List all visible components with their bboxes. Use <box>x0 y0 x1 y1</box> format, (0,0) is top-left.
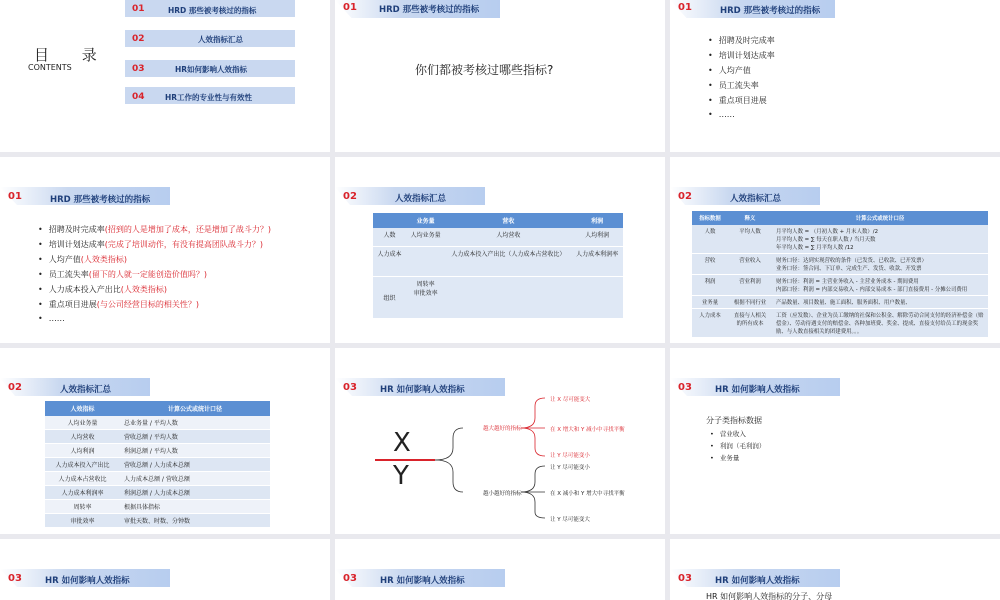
definitions-table <box>692 211 988 338</box>
toc-item-num: 01 <box>132 4 145 14</box>
slide-definitions[interactable] <box>670 157 1000 343</box>
bullet-item: • …… <box>38 314 65 323</box>
table-header: 指标数据 <box>692 211 728 225</box>
slide-question[interactable] <box>335 0 665 152</box>
fraction-denominator: Y <box>393 461 409 491</box>
section-title: HR 如何影响人效指标 <box>715 385 800 395</box>
section-number: 02 <box>8 382 22 393</box>
tree-lower-leaf: 让 Y 尽可能变小 <box>550 465 590 471</box>
table-row: 利润 营业利润 财务口径：利润 = 主营业务收入 - 主营业务成本 - 期间费用 内部口径：利润 = 内部交易收入 - 内部交易成本 - 部门直接费用 - 分摊公司费用 <box>692 275 988 296</box>
section-number: 02 <box>343 191 357 202</box>
tree-upper-label: 越大越好的指标 <box>483 426 522 432</box>
table-header: 利润 <box>571 213 623 228</box>
table-row: 人均营收 营收总额 / 平均人数 <box>45 430 270 444</box>
table-header: 业务量 <box>406 213 445 228</box>
table-header: 释义 <box>728 211 772 225</box>
table-row: 人力成本投入产出比 营收总额 / 人力成本总额 <box>45 458 270 472</box>
section-number: 03 <box>343 573 357 584</box>
section-title: HRD 那些被考核过的指标 <box>720 6 821 16</box>
section-title: HRD 那些被考核过的指标 <box>50 195 151 205</box>
tree-connectors <box>335 348 665 534</box>
slide-row4-a[interactable] <box>0 539 330 600</box>
bullet-item: • 培训计划达成率 <box>708 50 775 61</box>
section-number: 03 <box>678 573 692 584</box>
section-title: HR 如何影响人效指标 <box>45 576 130 586</box>
bullet-item: • 重点项目进展(与公司经营目标的相关性？) <box>38 299 199 310</box>
table-header: 人效指标 <box>45 401 120 416</box>
toc-item-num: 03 <box>132 64 145 74</box>
toc-title: 目 录 <box>34 46 111 64</box>
toc-item-num: 04 <box>132 92 145 102</box>
table-row: 人力成本 直接与人相关的所有成本 工资（应发数）、企业为员工缴纳的社保和公积金、解除劳动合同支付的经济补偿金（赔偿金）、劳动待遇支付的赔偿金、各种加班费、奖金、提成、直接支付给员工的现金奖励、与人数直接相关的团建费用。。。 <box>692 309 988 338</box>
toc-item-label[interactable]: HR工作的专业性与有效性 <box>165 93 253 102</box>
bullet-item: • 利润（毛利润） <box>710 441 765 450</box>
table-row: 人力成本占营收比 人力成本总额 / 营收总额 <box>45 472 270 486</box>
section-title: HR 如何影响人效指标 <box>380 385 465 395</box>
bullet-item: • 营业收入 <box>710 429 746 438</box>
slide-metrics-annotated[interactable] <box>0 157 330 343</box>
section-title: HR 如何影响人效指标 <box>715 576 800 586</box>
section-title: 人效指标汇总 <box>730 194 782 204</box>
section-number: 01 <box>678 2 692 13</box>
tree-lower-leaf: 在 X 减小和 Y 增大中寻找平衡 <box>550 491 625 497</box>
tree-upper-leaf: 让 Y 尽可能变小 <box>550 453 590 459</box>
section-number: 01 <box>343 2 357 13</box>
bullet-item: • 培训计划达成率(完成了培训动作，有没有提高团队战斗力？) <box>38 239 263 250</box>
bullet-item: • 人均产值 <box>708 65 751 76</box>
fraction-numerator: X <box>393 428 411 458</box>
slide-toc[interactable] <box>0 0 330 152</box>
table-row: 审批效率 审批天数、时数、分钟数 <box>45 514 270 528</box>
bullet-item: • 业务量 <box>710 453 739 462</box>
bullet-item: • 重点项目进展 <box>708 95 767 106</box>
table-row: 周转率 根据具体指标 <box>45 500 270 514</box>
bullet-item: • 招聘及时完成率(招到的人是增加了成本，还是增加了战斗力？) <box>38 224 271 235</box>
bullet-item: • …… <box>708 110 735 119</box>
table-row: 人数 平均人数 月平均人数 = （月初人数 + 月末人数）/2 月平均人数 = ∑ 每天在职人数 / 当月天数 年平均人数 = ∑ 月平均人数 /12 <box>692 225 988 254</box>
section-title: 人效指标汇总 <box>395 194 447 204</box>
slide-metrics-list[interactable] <box>670 0 1000 152</box>
formulas-table <box>45 401 270 528</box>
table-header: 计算公式或统计口径 <box>120 401 270 416</box>
table-header <box>373 213 406 228</box>
tree-upper-leaf: 让 X 尽可能变大 <box>550 397 591 403</box>
section-title: 人效指标汇总 <box>60 385 112 395</box>
section-number: 02 <box>678 191 692 202</box>
slide-row4-b[interactable] <box>335 539 665 600</box>
tree-lower-leaf: 让 Y 尽可能变大 <box>550 517 590 523</box>
slide-row4-c[interactable] <box>670 539 1000 600</box>
table-row: 人均利润 利润总额 / 平均人数 <box>45 444 270 458</box>
table-row: 人均业务量 总业务量 / 平均人数 <box>45 416 270 430</box>
slide-numerator-metrics[interactable] <box>670 348 1000 534</box>
section-number: 03 <box>678 382 692 393</box>
toc-item-num: 02 <box>132 34 145 44</box>
bullet-item: • 人力成本投入产出比(人效类指标) <box>38 284 167 295</box>
toc-item-label[interactable]: HRD 那些被考核过的指标 <box>168 6 257 15</box>
table-row: 人力成本利润率 利润总额 / 人力成本总额 <box>45 486 270 500</box>
section-title: HRD 那些被考核过的指标 <box>379 5 480 15</box>
toc-item-label[interactable]: 人效指标汇总 <box>198 35 243 44</box>
bullet-item: • 人均产值(人效类指标) <box>38 254 127 265</box>
section-number: 03 <box>8 573 22 584</box>
toc-subtitle: CONTENTS <box>28 63 72 72</box>
tree-upper-leaf: 在 X 增大和 Y 减小中寻找平衡 <box>550 427 625 433</box>
section-number: 03 <box>343 382 357 393</box>
table-header: 计算公式或统计口径 <box>772 211 988 225</box>
summary-matrix-table <box>373 213 623 319</box>
table-row: 人数 人均业务量 人均营收 人均利润 <box>373 228 623 246</box>
table-row: 营收 营业收入 财务口径：达到实现营收的条件（已发货、已收款、已开发票） 业务口径：签合同、下订单、完成生产、发货、收款、开发票 <box>692 254 988 275</box>
tree-lower-label: 越小越好的指标 <box>483 491 522 497</box>
bullet-item: • 员工流失率(留下的人就一定能创造价值吗？) <box>38 269 207 280</box>
bullet-item: • 员工流失率 <box>708 80 759 91</box>
bullet-item: • 招聘及时完成率 <box>708 35 775 46</box>
table-row: 人力成本 人力成本投入产出比（人力成本占营收比） 人力成本利润率 <box>373 246 623 276</box>
table-header: 营收 <box>445 213 571 228</box>
slide-summary-matrix[interactable] <box>335 157 665 343</box>
section-title: HR 如何影响人效指标 <box>380 576 465 586</box>
section-number: 01 <box>8 191 22 202</box>
slide-text: HR 如何影响人效指标的分子、分母 <box>706 592 833 600</box>
slide-formulas[interactable] <box>0 348 330 534</box>
slide-xy-tree[interactable] <box>335 348 665 534</box>
slide-heading: 分子类指标数据 <box>706 416 762 425</box>
slide-question-text: 你们都被考核过哪些指标? <box>415 63 554 77</box>
toc-item-label[interactable]: HR如何影响人效指标 <box>175 65 248 74</box>
table-row: 组织 周转率 审批效率 <box>373 276 623 318</box>
table-row: 业务量 根据不同行业 产品数量、项目数量、施工面积、服务面积、用户数量、 <box>692 296 988 309</box>
